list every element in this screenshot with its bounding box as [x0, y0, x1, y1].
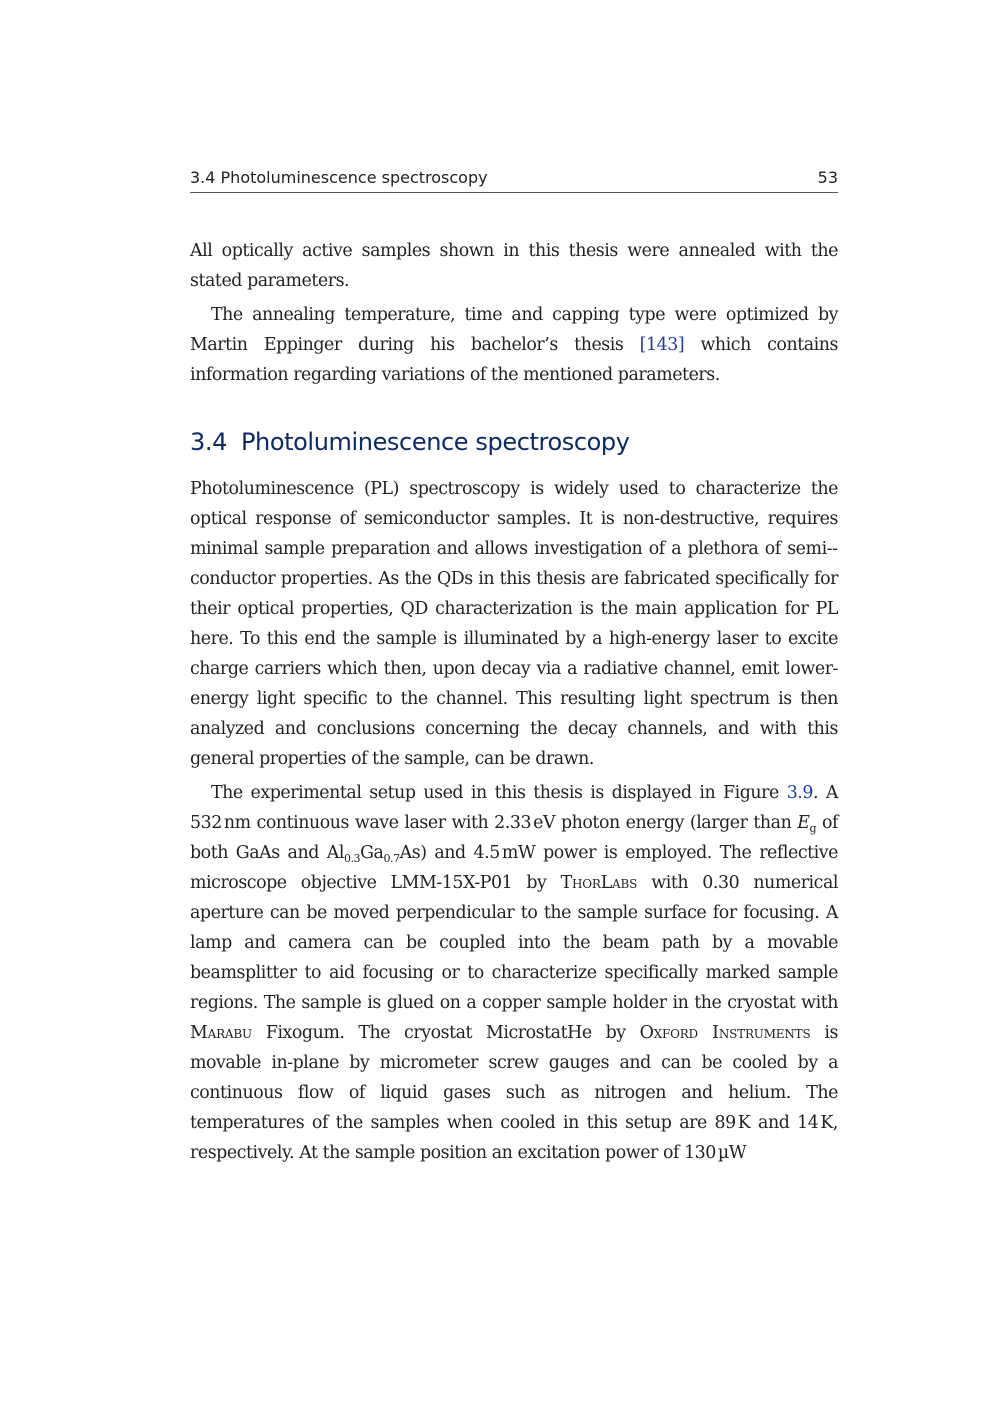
intro-paragraph-1: All optically active samples shown in this thesis were annealed with the stated parameters.: [190, 241, 838, 291]
subscript-ga: 0.7: [383, 852, 400, 865]
company-marabu: Marabu: [190, 1023, 252, 1043]
unit-k: K: [820, 1113, 833, 1133]
header-section-title: 3.4 Photoluminescence spectroscopy: [190, 168, 488, 187]
unit-ev: eV: [533, 813, 556, 833]
unit-nm: nm: [223, 813, 251, 833]
p2-text: . A 532: [190, 783, 838, 833]
p2-text: power is employed. The reflective microscope objective LMM-15X-P01 by: [190, 843, 838, 893]
citation-link-143[interactable]: [143]: [639, 335, 685, 355]
subscript-g: g: [809, 822, 817, 835]
company-oxford-instruments: Oxford Instruments: [639, 1023, 811, 1043]
subscript-al: 0.3: [343, 852, 361, 865]
p2-text: photon energy (larger than: [555, 813, 798, 833]
intro-text: [190, 236, 838, 390]
p2-text: Fixogum. The cryostat MicrostatHe by: [251, 1023, 640, 1043]
p2-text: of both GaAs and Al: [190, 813, 838, 863]
body-paragraph-2: [190, 778, 838, 1168]
symbol-e: E: [797, 813, 810, 833]
company-thorlabs: ThorLabs: [560, 873, 638, 893]
unit-k: K: [737, 1113, 751, 1133]
section-title: Photoluminescence spectroscopy: [240, 428, 630, 456]
intro-paragraph-2: [190, 300, 838, 390]
body-text: [190, 474, 838, 1168]
intro-p2-text-a: The annealing temperature, time and capping type were optimized by Martin Eppinger during his bachelor’s thesis: [190, 305, 838, 355]
p2-text: is movable in-plane by micrometer screw gauges and can be cooled by a continuous flow of liquid gases such as nitrogen and helium. The temperatures of the samples when cooled in this setup are 89: [190, 1023, 838, 1133]
intro-p2-text-b: which contains information regarding variations of the mentioned parameters.: [190, 335, 839, 385]
p2-text: Ga: [360, 843, 384, 863]
unit-uw: µW: [717, 1143, 747, 1163]
body-paragraph-1: Photoluminescence (PL) spectroscopy is widely used to characterize the optical response of semiconductor samples. It is non-destructive, requires minimal sample preparation and allows investigation of a plethora of semi-conductor properties. As the QDs in this thesis are fabricated specifically for their optical properties, QD characterization is the main application for PL here. To this end the sample is illuminated by a high-energy laser to excite charge carriers which then, upon decay via a radiative channel, emit lower-energy light specific to the channel. This resulting light spectrum is then analyzed and conclusions concerning the decay channels, and with this general properties of the sample, can be drawn.: [190, 479, 838, 769]
p2-text: As) and 4.5: [399, 843, 500, 863]
section-heading: [190, 428, 838, 456]
figure-link-3-9[interactable]: 3.9: [786, 783, 813, 803]
p2-text: continuous wave laser with 2.33: [250, 813, 532, 833]
unit-mw: mW: [501, 843, 536, 863]
p2-text: with 0.30 numerical aperture can be moved perpendicular to the sample surface for focusing. A lamp and camera can be coupled into the beam path by a movable beamsplitter to aid focusing or to characterize specifically marked sample regions. The sample is glued on a copper sample holder in the cryostat with: [190, 873, 838, 1013]
p2-text: The experimental setup used in this thesis is displayed in Figure: [211, 783, 787, 803]
p2-text: and 14: [750, 1113, 819, 1133]
section-number: 3.4: [190, 428, 227, 456]
running-header: [190, 166, 838, 193]
page-number: 53: [817, 168, 838, 187]
p2-text: , respectively. At the sample position an excitation power of 130: [190, 1113, 838, 1163]
